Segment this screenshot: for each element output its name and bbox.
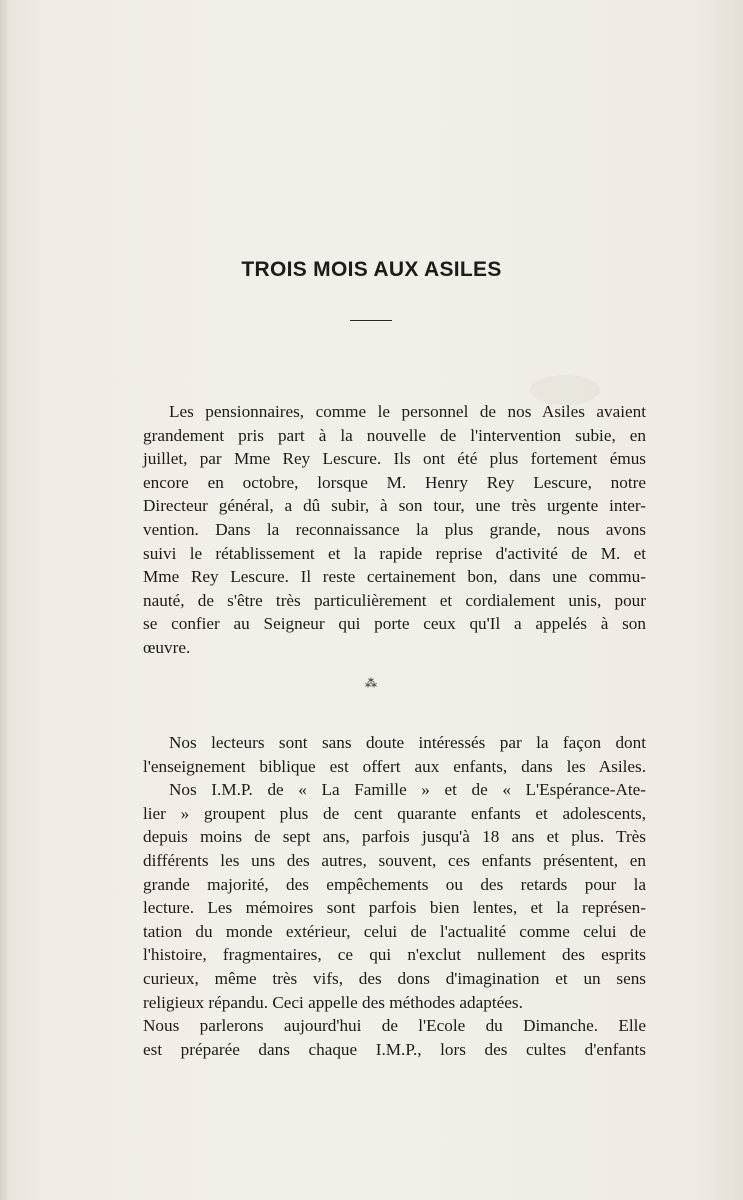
paragraph-2: [143, 731, 646, 1061]
text-line: œuvre.: [143, 637, 191, 657]
text-line: l'enseignement biblique est offert aux enfants, dans les Asiles.: [143, 756, 646, 776]
text-line: grandement pris part à la nouvelle de l'intervention subie, en: [143, 425, 646, 445]
text-line: l'histoire, fragmentaires, ce qui n'exclut nullement des esprits: [143, 945, 646, 965]
text-line: Directeur général, a dû subir, à son tour, une très urgente inter-: [143, 496, 646, 516]
text-line: curieux, même très vifs, des dons d'imagination et un sens: [143, 968, 646, 988]
text-line: lier » groupent plus de cent quarante enfants et adolescents,: [143, 803, 646, 823]
text-line: différents les uns des autres, souvent, ces enfants présentent, en: [143, 850, 646, 870]
text-line: vention. Dans la reconnaissance la plus grande, nous avons: [143, 519, 646, 539]
article-title: TROIS MOIS AUX ASILES: [241, 258, 502, 281]
text-line: depuis moins de sept ans, parfois jusqu'à 18 ans et plus. Très: [143, 827, 646, 847]
text-line: suivi le rétablissement et la rapide reprise d'activité de M. et: [143, 543, 646, 563]
text-line: religieux répandu. Ceci appelle des méthodes adaptées.: [143, 992, 523, 1012]
text-line: se confier au Seigneur qui porte ceux qu'Il a appelés à son: [143, 614, 646, 634]
asterism-separator: ⁂: [365, 676, 377, 690]
text-line: grande majorité, des empêchements ou des retards pour la: [143, 874, 646, 894]
paragraph-1: [143, 400, 646, 660]
text-line: lecture. Les mémoires sont parfois bien lentes, et la représen-: [143, 898, 646, 918]
text-line: Nos I.M.P. de « La Famille » et de « L'Espérance-Ate-: [169, 780, 646, 800]
text-line: encore en octobre, lorsque M. Henry Rey Lescure, notre: [143, 472, 646, 492]
title-underline: [350, 320, 392, 321]
text-line: est préparée dans chaque I.M.P., lors des cultes d'enfants: [143, 1039, 646, 1059]
text-line: Nous parlerons aujourd'hui de l'Ecole du Dimanche. Elle: [143, 1016, 646, 1036]
text-line: juillet, par Mme Rey Lescure. Ils ont été plus fortement émus: [143, 449, 646, 469]
text-line: nauté, de s'être très particulièrement et cordialement unis, pour: [143, 590, 646, 610]
text-line: Nos lecteurs sont sans doute intéressés par la façon dont: [169, 733, 646, 752]
binding-shadow: [0, 0, 10, 1200]
text-line: Les pensionnaires, comme le personnel de nos Asiles avaient: [169, 402, 646, 421]
text-line: tation du monde extérieur, celui de l'actualité comme celui de: [143, 921, 646, 941]
text-line: Mme Rey Lescure. Il reste certainement bon, dans une commu-: [143, 567, 646, 587]
